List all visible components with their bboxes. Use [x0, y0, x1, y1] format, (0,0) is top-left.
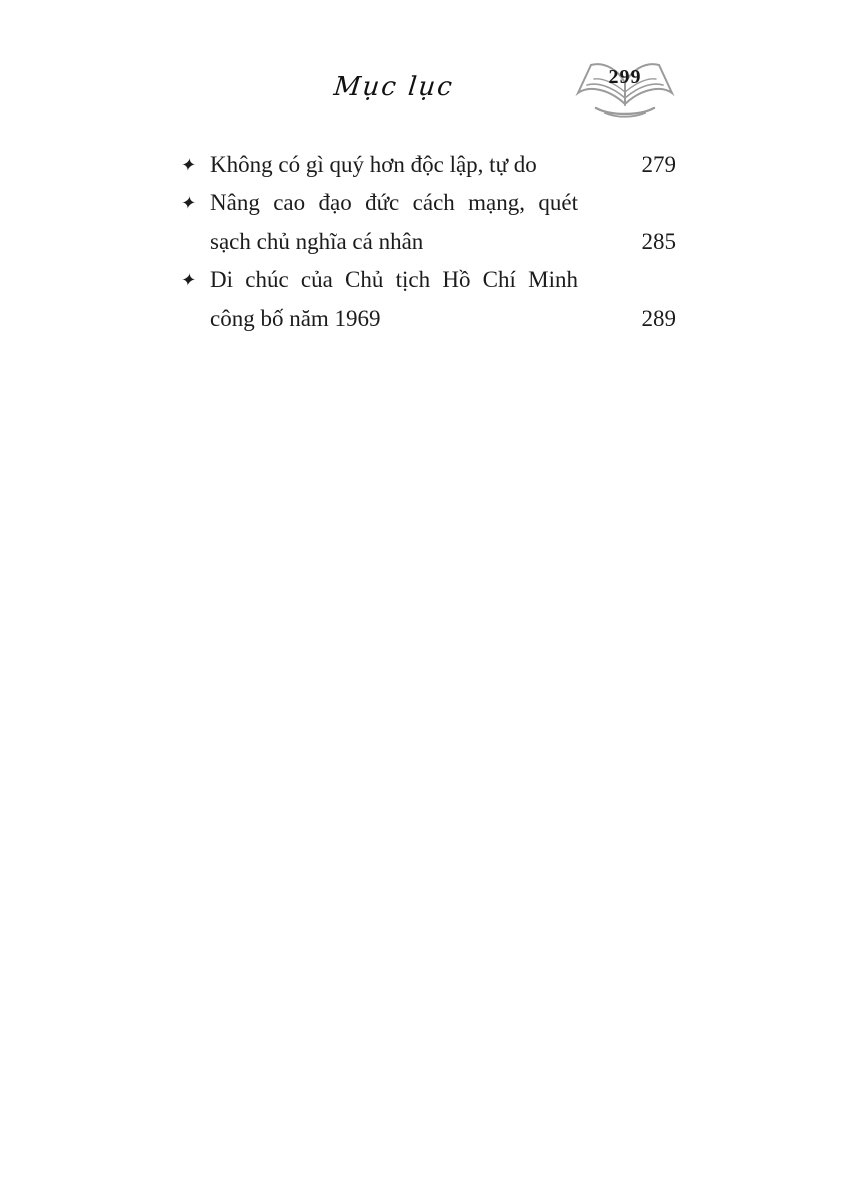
toc-entry — [179, 261, 676, 338]
toc-entry-text: Không có gì quý hơn độc lập, tự do — [210, 152, 537, 177]
toc-entry-text: sạch chủ nghĩa cá nhân — [210, 228, 424, 254]
toc-entry-page: 289 — [641, 305, 676, 331]
toc-entry — [179, 146, 676, 184]
page-number-badge — [574, 58, 676, 118]
star-bullet-icon: ✦ — [179, 193, 198, 214]
toc-entry-text: Di chúc của Chủ tịch Hồ Chí Minh — [210, 267, 578, 293]
star-bullet-icon: ✦ — [179, 270, 198, 291]
toc-entry-page: 279 — [641, 152, 676, 177]
page-title: Mục lục — [332, 72, 456, 102]
toc-entry-text: Nâng cao đạo đức cách mạng, quét — [210, 190, 578, 216]
toc-entry-text: công bố năm 1969 — [210, 305, 381, 331]
toc-entry-page: 285 — [641, 228, 676, 254]
toc-entry — [179, 184, 676, 261]
corner-page-number: 299 — [608, 66, 642, 88]
star-bullet-icon: ✦ — [179, 155, 198, 175]
table-of-contents — [179, 146, 676, 338]
